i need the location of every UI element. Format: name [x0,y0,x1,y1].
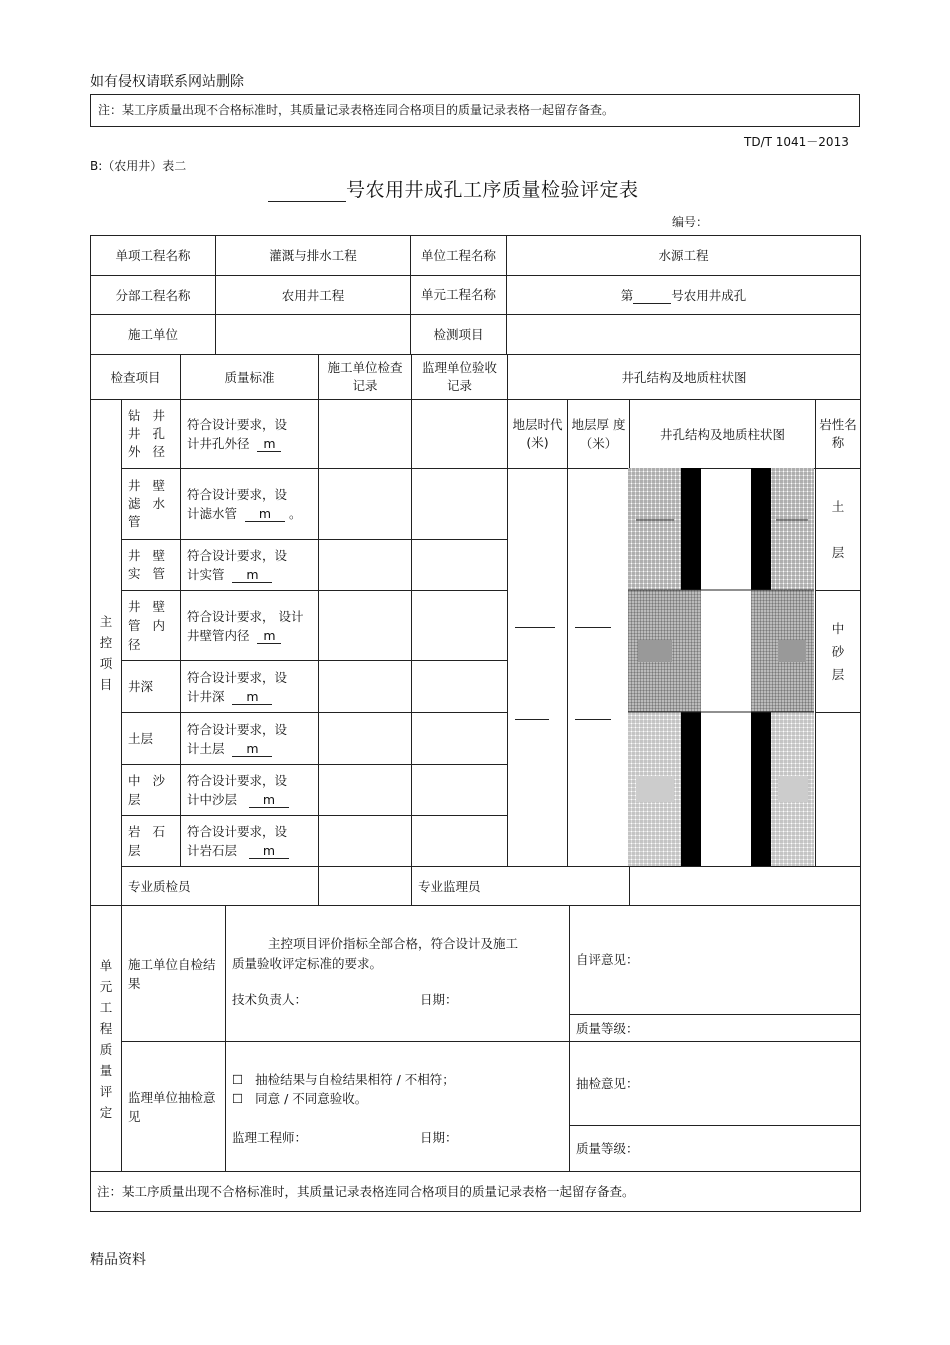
self-check-label: 施工单位自检结果 [122,906,226,1042]
col-standard: 质量标准 [181,355,319,400]
col-diagram: 井孔结构及地质柱状图 [508,355,861,400]
item-standard: 符合设计要求，设 计中沙层 m [181,765,319,816]
layer-thickness-header: 地层厚 度（米） [568,400,630,469]
contractor-record-cell[interactable] [319,469,412,540]
item-name: 钻井井孔外径 [122,400,181,469]
self-check-text: 主控项目评价指标全部合格，符合设计及施工 质量验收评定标准的要求。 技术负责人： 日期： [226,906,570,1042]
watermark-top: 如有侵权请联系网站删除 [90,74,244,90]
supervisor-inspector-value[interactable] [630,867,861,906]
item-standard: 符合设计要求，设 计井孔外径 m [181,400,319,469]
watermark-bottom: 精品资料 [90,1252,146,1268]
serial-label: 编号： [672,215,709,229]
item-name: 井深 [122,661,181,713]
rock-layer [628,712,814,866]
supervisor-record-cell[interactable] [412,661,508,713]
supervisor-grade[interactable]: 质量等级： [570,1126,861,1172]
supervisor-check-text: ☐ 抽检结果与自检结果相符 / 不相符； ☐ 同意 / 不同意验收。 监理工程师： 日期： [226,1042,570,1172]
item-name: 岩石层 [122,816,181,867]
item-name: 井壁滤水管 [122,469,181,540]
right-casing [751,468,771,590]
sand-layer [628,590,814,712]
layer-age-dash-2 [515,719,549,720]
col-contractor-record: 施工单位检查记录 [319,355,412,400]
item-standard: 符合设计要求，设 计土层 m [181,713,319,765]
supervisor-check-label: 监理单位抽检意见 [122,1042,226,1172]
footer-note: 注：某工序质量出现不合格标准时，其质量记录表格连同合格项目的质量记录表格一起留存备查。 [91,1172,861,1212]
col-supervisor-record: 监理单位验收记录 [412,355,508,400]
diagram-inner-header: 井孔结构及地质柱状图 [630,400,816,469]
evaluation-table [90,905,861,1212]
info-table [90,235,861,355]
self-grade[interactable]: 质量等级： [570,1015,861,1042]
contractor-label: 施工单位 [91,315,216,355]
layer-thickness-cell[interactable] [568,469,630,867]
supervisor-record-cell[interactable] [412,765,508,816]
supervisor-record-cell[interactable] [412,591,508,661]
item-name: 井壁管内径 [122,591,181,661]
left-casing-lower [681,712,701,866]
contractor-record-cell[interactable] [319,591,412,661]
page-title: 号农用井成孔工序质量检验评定表 [268,175,639,202]
quality-inspector-value[interactable] [319,867,412,906]
supervisor-record-cell[interactable] [412,469,508,540]
sub-project-value: 农用井工程 [216,276,411,315]
contractor-record-cell[interactable] [319,400,412,469]
supervisor-record-cell[interactable] [412,400,508,469]
element-value: 第 号农用井成孔 [507,276,861,315]
item-standard: 符合设计要求，设 计实管 m [181,540,319,591]
element-label: 单元工程名称 [411,276,507,315]
rock-soil: 土 层 [816,469,861,591]
self-opinion[interactable]: 自评意见： [570,906,861,1015]
soil-layer [628,468,814,590]
item-standard: 符合设计要求，设 计滤水管 m 。 [181,469,319,540]
accept-checkbox-row[interactable]: ☐ 同意 / 不同意验收。 [232,1091,368,1106]
contractor-record-cell[interactable] [319,713,412,765]
contractor-record-cell[interactable] [319,765,412,816]
item-standard: 符合设计要求，设 计井深 m [181,661,319,713]
layer-age-dash-1 [515,627,555,628]
test-item-label: 检测项目 [411,315,507,355]
well-number-blank[interactable] [268,183,346,202]
project-value: 灌溉与排水工程 [216,236,411,276]
right-casing-lower [751,712,771,866]
rock-empty[interactable] [816,713,861,867]
top-note: 注：某工序质量出现不合格标准时，其质量记录表格连同合格项目的质量记录表格一起留存备查。 [90,94,860,127]
layer-age-cell[interactable] [508,469,568,867]
project-label: 单项工程名称 [91,236,216,276]
supervisor-inspector-label: 专业监理员 [412,867,630,906]
quality-inspector-label: 专业质检员 [122,867,319,906]
sub-project-label: 分部工程名称 [91,276,216,315]
supervisor-record-cell[interactable] [412,816,508,867]
eval-group: 单元工程质量评定 [91,906,122,1172]
item-name: 中沙层 [122,765,181,816]
contractor-record-cell[interactable] [319,540,412,591]
checkbox-icon[interactable]: ☐ [232,1091,244,1106]
layer-thick-dash-1 [575,627,611,628]
unit-project-value: 水源工程 [507,236,861,276]
rock-sand: 中 砂 层 [816,591,861,713]
unit-project-label: 单位工程名称 [411,236,507,276]
contractor-record-cell[interactable] [319,816,412,867]
rock-name-header: 岩性名称 [816,400,861,469]
main-control-group: 主控项目 [91,400,122,906]
left-casing [681,468,701,590]
col-check-item: 检查项目 [91,355,181,400]
sample-opinion[interactable]: 抽检意见： [570,1042,861,1126]
supervisor-record-cell[interactable] [412,540,508,591]
contractor-value[interactable] [216,315,411,355]
contractor-record-cell[interactable] [319,661,412,713]
agree-checkbox-row[interactable]: ☐ 抽检结果与自检结果相符 / 不相符； [232,1072,455,1087]
item-standard: 符合设计要求， 设计 井壁管内径 m [181,591,319,661]
item-standard: 符合设计要求，设 计岩石层 m [181,816,319,867]
supervisor-record-cell[interactable] [412,713,508,765]
layer-thick-dash-2 [575,719,611,720]
standard-code: TD/T 1041－2013 [744,135,849,149]
test-item-value[interactable] [507,315,861,355]
layer-age-header: 地层时代(米) [508,400,568,469]
checkbox-icon[interactable]: ☐ [232,1072,244,1087]
well-diagram-svg [628,468,814,866]
item-name: 土层 [122,713,181,765]
item-name: 井壁实管 [122,540,181,591]
form-label: B:（农用井）表二 [90,159,187,173]
